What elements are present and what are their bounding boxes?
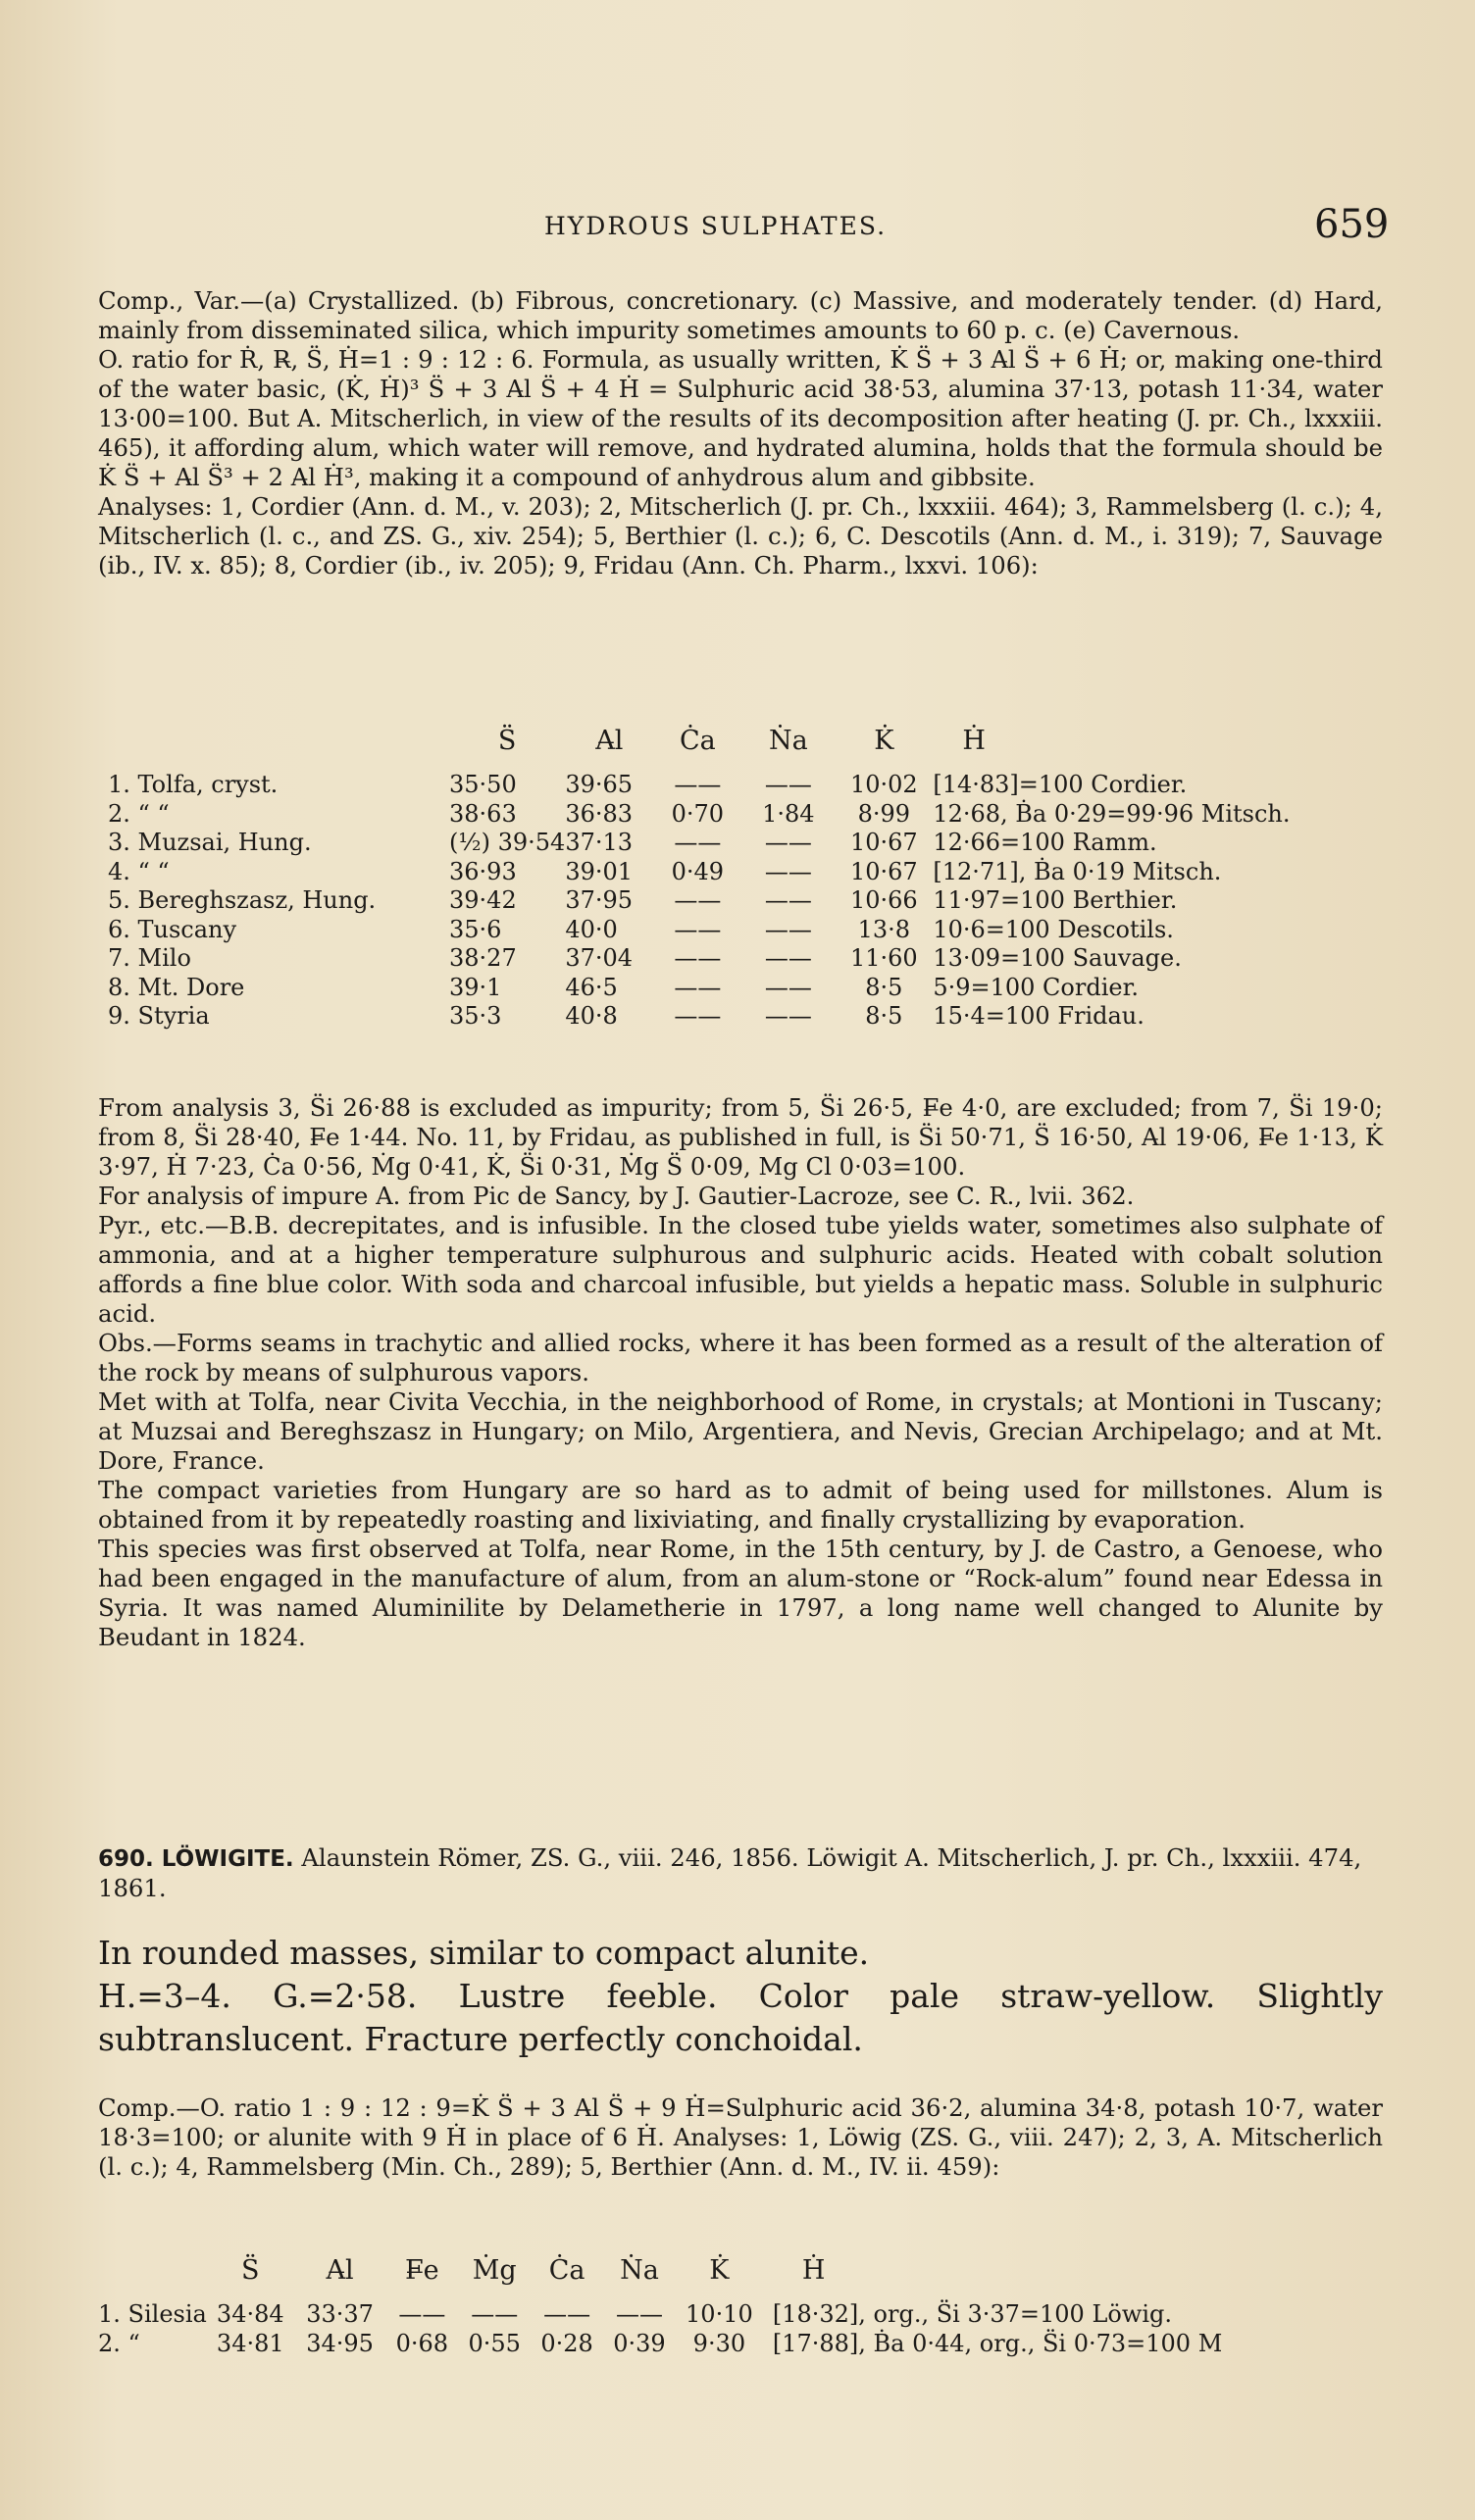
cell: 13·8 [857, 915, 911, 943]
row-label: 8. Mt. Dore [108, 973, 245, 1001]
cell: —— [764, 915, 812, 943]
table-row [108, 771, 1374, 800]
row-label: 2. “ “ [108, 799, 170, 828]
cell: (½) 39·54 [449, 829, 566, 856]
cell: 36·83 [565, 799, 634, 828]
column-header: Ḣ [801, 2255, 826, 2286]
cell: 40·0 [565, 915, 618, 943]
cell: —— [398, 2300, 446, 2328]
column-header: Ċa [548, 2255, 585, 2286]
lowigite-desc-line2: H.=3–4. G.=2·58. Lustre feeble. Color pale straw-yellow. Slightly subtranslucent. Fracture perfectly conchoidal. [98, 1977, 1383, 2058]
cell: —— [764, 829, 812, 856]
pyrognostics-paragraph: Pyr., etc.—B.B. decrepitates, and is infusible. In the closed tube yields water, sometimes also sulphate of ammonia, and at a higher temperature sulphurous and sulphuric acids. Heated with cobalt solution affords a fine blue color. With soda and charcoal infusible, but yields a hepatic mass. Soluble in sulphuric acid. [98, 1211, 1383, 1328]
cell: 39·01 [565, 857, 634, 885]
alunite-analyses-table [108, 726, 1374, 1032]
cell: —— [764, 1002, 812, 1030]
table-row [108, 858, 1374, 887]
cell: —— [543, 2300, 591, 2328]
alunite-intro [98, 286, 1383, 580]
row-label: 7. Milo [108, 944, 191, 972]
column-header: K̇ [709, 2255, 730, 2286]
alunite-notes [98, 1093, 1383, 1652]
millstones-paragraph: The compact varieties from Hungary are so hard as to admit of being used for millstones. Alum is obtained from it by repeatedly roasting and lixiviating, and finally crystallizing by evaporation. [98, 1476, 1383, 1534]
cell: —— [674, 771, 722, 798]
cell: 39·65 [565, 771, 634, 798]
observations-paragraph: Obs.—Forms seams in trachytic and allied rocks, where it has been formed as a result of the alteration of the rock by means of sulphurous vapors. [98, 1329, 1383, 1386]
cell: 5·9=100 Cordier. [933, 973, 1140, 1001]
row-label: 6. Tuscany [108, 915, 237, 943]
cell: 10·6=100 Descotils. [933, 915, 1174, 943]
cell: 35·6 [449, 915, 502, 943]
cell: —— [471, 2300, 519, 2328]
cell: 0·39 [613, 2329, 666, 2357]
cell: 10·66 [849, 886, 918, 914]
column-header: S̈ [497, 726, 517, 756]
cell: 46·5 [565, 973, 618, 1001]
column-header: A̶l [595, 726, 624, 756]
cell: —— [674, 886, 722, 914]
row-label: 2. “ [98, 2329, 140, 2357]
cell: 13·09=100 Sauvage. [933, 944, 1182, 972]
row-label: 3. Muzsai, Hung. [108, 829, 312, 856]
column-header: Ḣ [962, 726, 986, 756]
cell: [17·88], Ḃa 0·44, org., S̈i 0·73=100 M [772, 2329, 1223, 2357]
cell: 10·02 [849, 771, 918, 798]
alunite-ratio-paragraph: O. ratio for Ṙ, R̶, S̈, Ḣ=1 : 9 : 12 : 6. Formula, as usually written, K̇ S̈ + 3 A̶l S̈ + 6 Ḣ; or, making one-third of the water basic, (K̇, Ḣ)³ S̈ + 3 A̶l S̈ + 4 Ḣ = Sulphuric acid 38·53, alumina 37·13, potash 11·34, water 13·00=100. But A. Mitscherlich, in view of the results of its decomposition after heating (J. pr. Ch., lxxxiii. 465), it affording alum, which water will remove, and hydrated alumina, holds that the formula should be K̇ S̈ + A̶l S̈³ + 2 A̶l Ḣ³, making it a compound of anhydrous alum and gibbsite. [98, 345, 1383, 491]
alunite-comp-paragraph: Comp., Var.—(a) Crystallized. (b) Fibrous, concretionary. (c) Massive, and moderately tender. (d) Hard, mainly from disseminated silica, which impurity sometimes amounts to 60 p. c. (e) Cavernous. [98, 286, 1383, 344]
column-header: Ṅa [768, 726, 808, 756]
column-header: Ṅa [620, 2255, 659, 2286]
cell: 10·67 [849, 829, 918, 856]
table-row [108, 886, 1374, 916]
row-label: 5. Bereghszasz, Hung. [108, 886, 377, 914]
cell: [14·83]=100 Cordier. [933, 771, 1188, 798]
cell: —— [764, 857, 812, 885]
cell: —— [764, 771, 812, 798]
cell: 39·1 [449, 973, 502, 1001]
table-row [108, 916, 1374, 945]
cell: 0·28 [540, 2329, 593, 2357]
lowigite-analyses-table [98, 2255, 1475, 2358]
table-row [98, 2300, 1475, 2330]
column-header: F̶e [404, 2255, 439, 2286]
impure-analysis-paragraph: For analysis of impure A. from Pic de Sancy, by J. Gautier-Lacroze, see C. R., lvii. 362. [98, 1182, 1135, 1210]
table-row [108, 829, 1374, 858]
table-row [108, 1002, 1374, 1032]
column-header: S̈ [241, 2255, 260, 2286]
running-title: HYDROUS SULPHATES. [544, 212, 888, 240]
impurity-paragraph: From analysis 3, S̈i 26·88 is excluded as impurity; from 5, S̈i 26·5, F̶e 4·0, are excluded; from 7, S̈i 19·0; from 8, S̈i 28·40, F̶e 1·44. No. 11, by Fridau, as published in full, is S̈i 50·71, S̈ 16·50, A̶l 19·06, F̶e 1·13, K̇ 3·97, Ḣ 7·23, Ċa 0·56, Ṁg 0·41, K̇, S̈i 0·31, Ṁg S̈ 0·09, Mg Cl 0·03=100. [98, 1093, 1383, 1181]
table-row [98, 2330, 1475, 2359]
cell: 10·10 [686, 2300, 753, 2328]
row-label: 4. “ “ [108, 857, 170, 885]
cell: 0·70 [671, 799, 725, 828]
cell: 35·3 [449, 1002, 502, 1030]
cell: 8·5 [865, 1002, 903, 1030]
cell: 38·63 [449, 799, 517, 828]
cell: 34·81 [216, 2329, 284, 2357]
lowigite-comp-paragraph: Comp.—O. ratio 1 : 9 : 12 : 9=K̇ S̈ + 3 A̶l S̈ + 9 Ḣ=Sulphuric acid 36·2, alumina 34·8, potash 10·7, water 18·3=100; or alunite with 9 Ḣ in place of 6 Ḣ. Analyses: 1, Löwig (ZS. G., viii. 247); 2, 3, A. Mitscherlich (l. c.); 4, Rammelsberg (Min. Ch., 289); 5, Berthier (Ann. d. M., IV. ii. 459): [98, 2093, 1383, 2181]
cell: —— [615, 2300, 663, 2328]
cell: 37·95 [565, 886, 634, 914]
cell: 0·68 [395, 2329, 449, 2357]
cell: 1·84 [762, 799, 815, 828]
cell: 34·84 [216, 2300, 284, 2328]
cell: 12·68, Ḃa 0·29=99·96 Mitsch. [933, 799, 1291, 828]
row-label: 9. Styria [108, 1002, 210, 1030]
lowigite-comp-block [98, 2093, 1383, 2182]
cell: —— [764, 944, 812, 972]
cell: 39·42 [449, 886, 517, 914]
cell: 12·66=100 Ramm. [933, 829, 1157, 856]
column-header: K̇ [874, 726, 894, 756]
row-label: 1. Tolfa, cryst. [108, 771, 279, 798]
table-header-row [108, 726, 1374, 771]
cell: 37·04 [565, 944, 634, 972]
cell: —— [764, 973, 812, 1001]
cell: —— [674, 1002, 722, 1030]
cell: —— [764, 886, 812, 914]
species-synonyms: Alaunstein Römer, ZS. G., viii. 246, 1856. Löwigit A. Mitscherlich, J. pr. Ch., lxxxiii. 474, 1861. [98, 1843, 1362, 1902]
cell: [12·71], Ḃa 0·19 Mitsch. [933, 857, 1222, 885]
cell: 33·37 [306, 2300, 374, 2328]
table-row [108, 944, 1374, 974]
lowigite-heading-block [98, 1843, 1383, 1903]
cell: 10·67 [849, 857, 918, 885]
cell: —— [674, 944, 722, 972]
history-paragraph: This species was first observed at Tolfa, near Rome, in the 15th century, by J. de Castro, a Genoese, who had been engaged in the manufacture of alum, from an alum-stone or “Rock-alum” found near Edessa in Syria. It was named Aluminilite by Delametherie in 1797, a long name well changed to Alunite by Beudant in 1824. [98, 1535, 1383, 1651]
page-header [98, 202, 1390, 257]
row-label: 1. Silesia [98, 2300, 207, 2328]
table-header-row [98, 2255, 1475, 2300]
cell: 0·49 [671, 857, 725, 885]
cell: 40·8 [565, 1002, 618, 1030]
cell: 11·60 [849, 944, 918, 972]
table-row [108, 974, 1374, 1003]
column-header: A̶l [326, 2255, 354, 2286]
lowigite-description [98, 1932, 1383, 2061]
cell: 11·97=100 Berthier. [933, 886, 1178, 914]
cell: [18·32], org., S̈i 3·37=100 Löwig. [772, 2300, 1173, 2328]
cell: 15·4=100 Fridau. [933, 1002, 1144, 1030]
cell: 38·27 [449, 944, 517, 972]
cell: 34·95 [306, 2329, 374, 2357]
cell: 37·13 [565, 829, 634, 856]
table-row [108, 800, 1374, 830]
cell: 8·99 [857, 799, 911, 828]
cell: 36·93 [449, 857, 517, 885]
cell: —— [674, 915, 722, 943]
lowigite-desc-line1: In rounded masses, similar to compact alunite. [98, 1934, 870, 1972]
cell: 0·55 [468, 2329, 521, 2357]
page-number: 659 [1314, 202, 1390, 247]
cell: 8·5 [865, 973, 903, 1001]
column-header: Ċa [679, 726, 716, 756]
species-heading: 690. LÖWIGITE. [98, 1846, 294, 1872]
cell: —— [674, 973, 722, 1001]
column-header: Ṁg [472, 2255, 517, 2286]
cell: 9·30 [692, 2329, 746, 2357]
cell: 35·50 [449, 771, 517, 798]
localities-paragraph: Met with at Tolfa, near Civita Vecchia, in the neighborhood of Rome, in crystals; at Montioni in Tuscany; at Muzsai and Bereghszasz in Hungary; on Milo, Argentiera, and Nevis, Grecian Archipelago; and at Mt. Dore, France. [98, 1387, 1383, 1475]
cell: —— [674, 829, 722, 856]
alunite-analyses-paragraph: Analyses: 1, Cordier (Ann. d. M., v. 203); 2, Mitscherlich (J. pr. Ch., lxxxiii. 464); 3, Rammelsberg (l. c.); 4, Mitscherlich (l. c., and ZS. G., xiv. 254); 5, Berthier (l. c.); 6, C. Descotils (Ann. d. M., i. 319); 7, Sauvage (ib., IV. x. 85); 8, Cordier (ib., iv. 205); 9, Fridau (Ann. Ch. Pharm., lxxvi. 106): [98, 492, 1383, 580]
